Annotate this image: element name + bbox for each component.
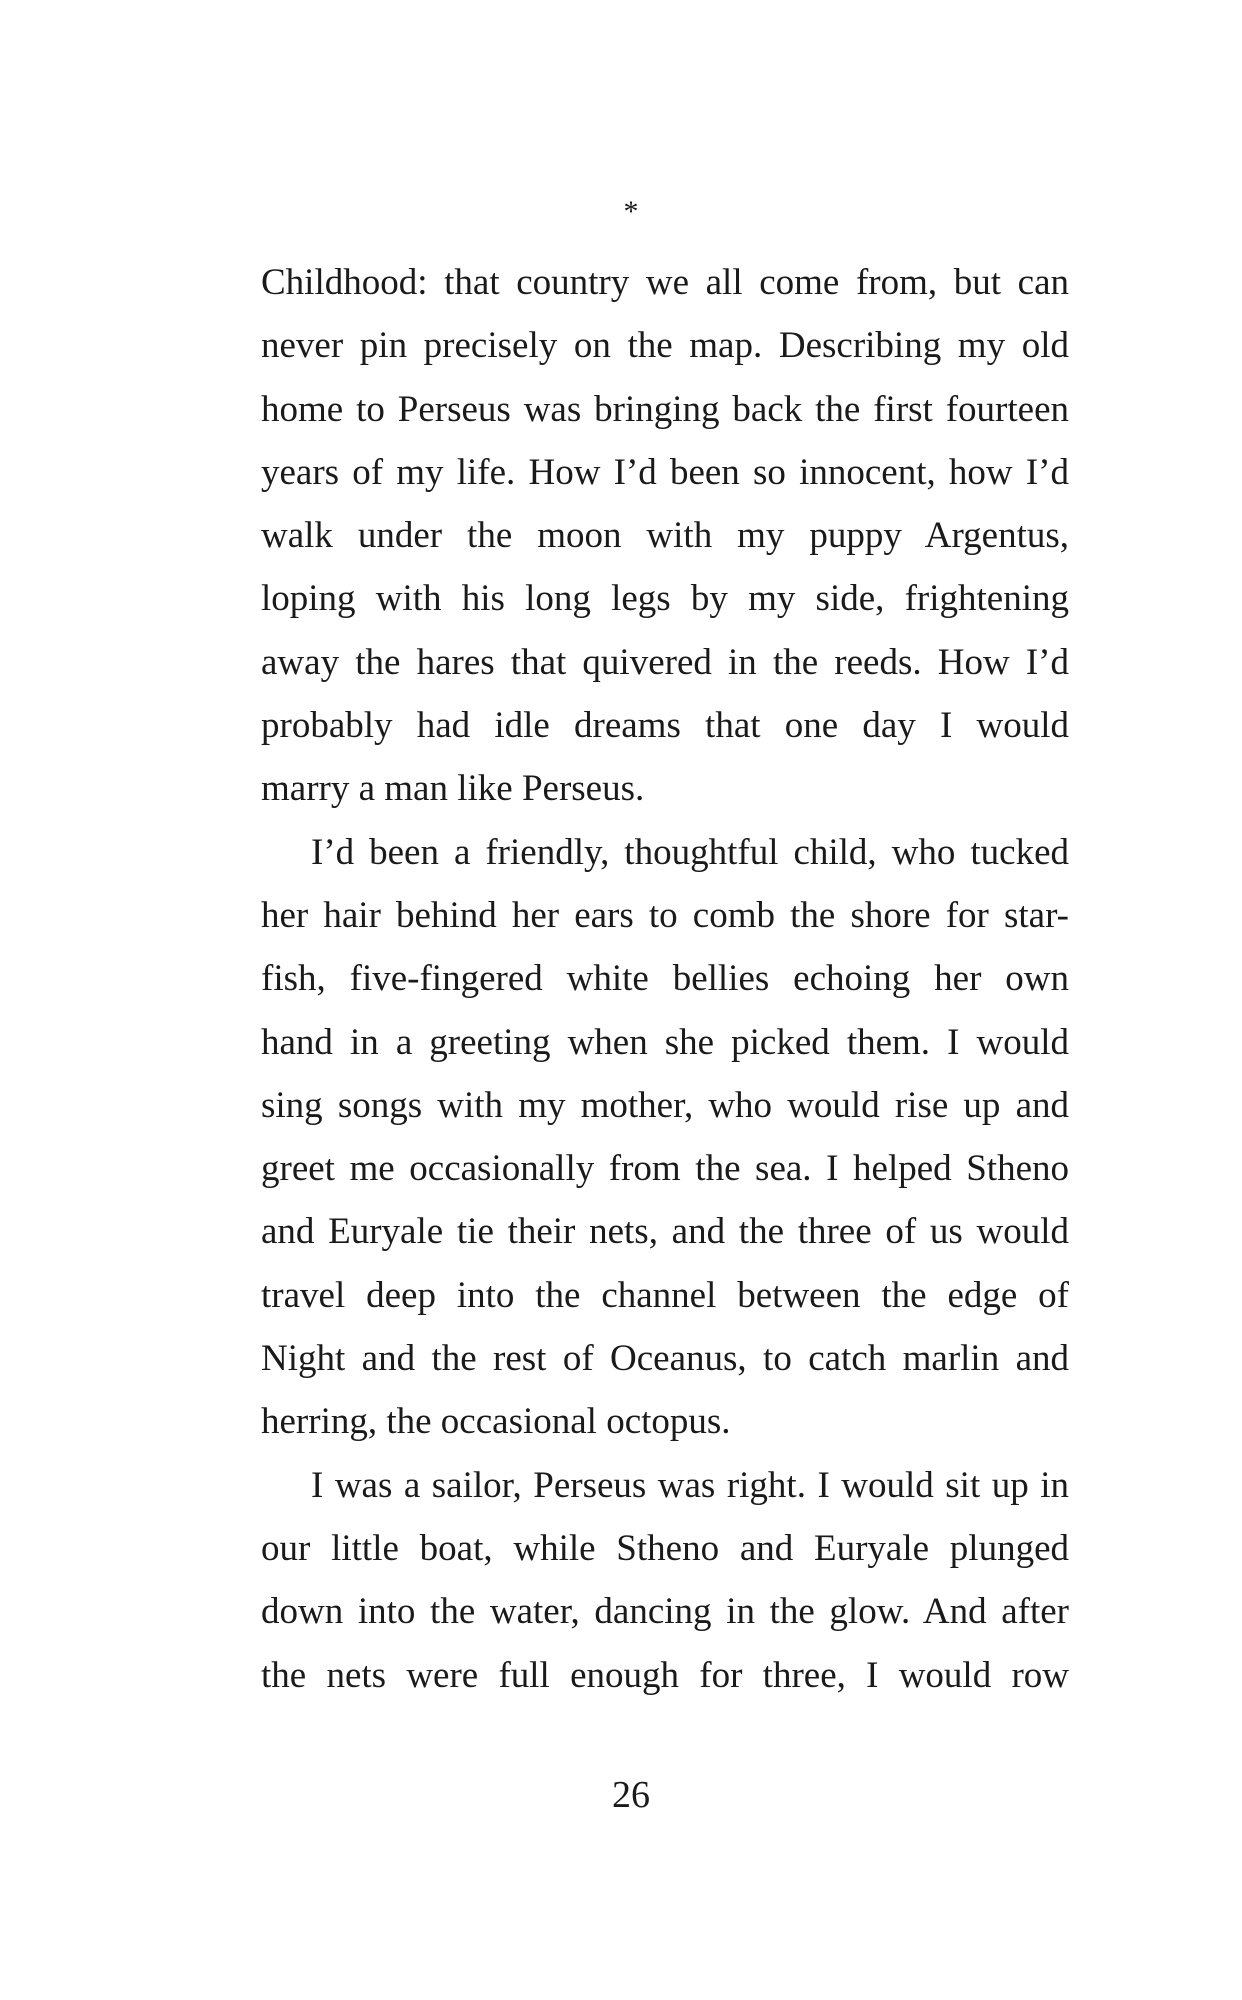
text-line: Childhood: that country we all come from, but can <box>261 262 1069 303</box>
text-line: I’d been a friendly, thoughtful child, who tucked <box>311 831 1069 873</box>
paragraph-3 <box>261 1454 1069 1707</box>
text-line: away the hares that quivered in the reeds. How I’d <box>261 641 1069 683</box>
text-line: down into the water, dancing in the glow. And after <box>261 1591 1069 1633</box>
page-number: 26 <box>612 1774 650 1816</box>
text-line: hand in a greeting when she picked them. I would <box>261 1021 1069 1063</box>
text-line: home to Perseus was bringing back the first fourteen <box>261 388 1069 430</box>
text-line: loping with his long legs by my side, frightening <box>261 578 1069 620</box>
text-line: years of my life. How I’d been so innocent, how I’d <box>261 451 1069 493</box>
text-line: marry a man like Perseus. <box>261 768 645 810</box>
text-line: and Euryale tie their nets, and the three of us would <box>261 1211 1069 1253</box>
text-line: the nets were full enough for three, I would row <box>261 1654 1069 1696</box>
paragraph-2 <box>261 821 1069 1454</box>
text-line: travel deep into the channel between the edge of <box>261 1274 1069 1316</box>
text-line: Night and the rest of Oceanus, to catch marlin and <box>261 1338 1069 1380</box>
text-line: greet me occasionally from the sea. I helped Stheno <box>261 1148 1069 1190</box>
text-line: probably had idle dreams that one day I would <box>261 705 1069 747</box>
body-text <box>261 251 1069 1707</box>
section-break-asterisk: * <box>623 195 639 228</box>
text-line: fish, five-fingered white bellies echoing her own <box>261 958 1069 1000</box>
text-line: walk under the moon with my puppy Argentus, <box>261 515 1069 557</box>
text-line: never pin precisely on the map. Describing my old <box>261 325 1069 367</box>
text-line: herring, the occasional octopus. <box>261 1401 731 1443</box>
text-line: our little boat, while Stheno and Euryale plunged <box>261 1527 1069 1569</box>
text-line: her hair behind her ears to comb the shore for star- <box>261 894 1069 936</box>
text-line: I was a sailor, Perseus was right. I would sit up in <box>311 1464 1069 1506</box>
paragraph-1 <box>261 251 1069 821</box>
text-line: sing songs with my mother, who would rise up and <box>261 1084 1069 1126</box>
